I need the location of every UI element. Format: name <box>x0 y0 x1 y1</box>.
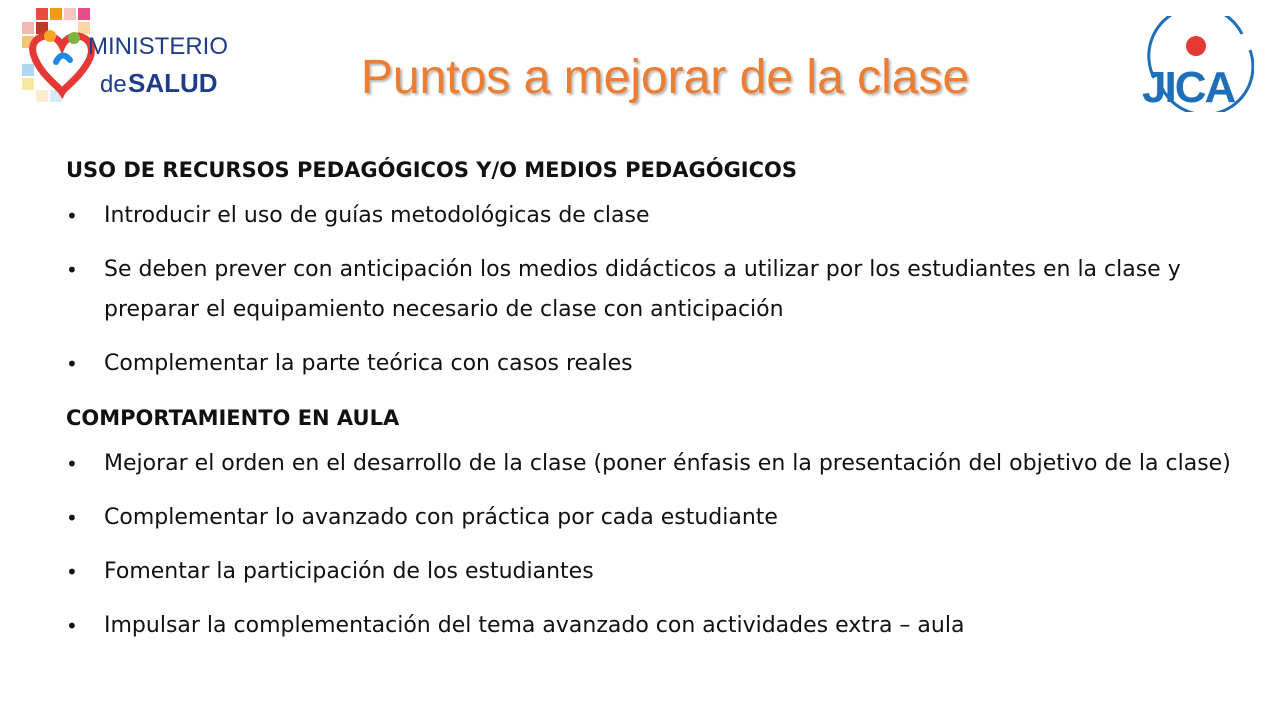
logo-text-ministerio: MINISTERIO <box>88 33 229 60</box>
list-item <box>66 196 1246 236</box>
list-item-text: Complementar lo avanzado con práctica por cada estudiante <box>104 505 778 530</box>
list-item <box>66 250 1246 330</box>
list-item-text: Fomentar la participación de los estudiantes <box>104 559 594 584</box>
list-item-text: Mejorar el orden en el desarrollo de la clase (poner énfasis en la presentación del objetivo de la clase) <box>104 451 1231 476</box>
ministerio-de-salud-logo <box>16 6 236 104</box>
bullet-icon: • <box>66 614 78 638</box>
section-heading-comportamiento: COMPORTAMIENTO EN AULA <box>66 406 400 430</box>
page-title: Puntos a mejorar de la clase <box>360 51 970 104</box>
bullet-icon: • <box>66 204 78 228</box>
bullet-icon: • <box>66 452 78 476</box>
bullet-icon: • <box>66 258 78 282</box>
bullet-icon: • <box>66 560 78 584</box>
list-item <box>66 444 1246 484</box>
recursos-list <box>66 196 1246 384</box>
logo-text-de: de <box>100 71 127 98</box>
list-item-text: Se deben prever con anticipación los medios didácticos a utilizar por los estudiantes en la clase y preparar el equipamiento necesario de clase con anticipación <box>104 257 1181 322</box>
slide-content <box>66 150 1246 660</box>
list-item <box>66 606 1246 646</box>
list-item-text: Impulsar la complementación del tema avanzado con actividades extra – aula <box>104 613 965 638</box>
section-heading-recursos: USO DE RECURSOS PEDAGÓGICOS Y/O MEDIOS PEDAGÓGICOS <box>66 158 798 182</box>
list-item <box>66 552 1246 592</box>
bullet-icon: • <box>66 506 78 530</box>
bullet-icon: • <box>66 352 78 376</box>
logo-text-salud: SALUD <box>128 68 218 98</box>
list-item <box>66 344 1246 384</box>
jica-logo-text: JICA <box>1142 63 1235 112</box>
list-item-text: Introducir el uso de guías metodológicas de clase <box>104 203 650 228</box>
list-item <box>66 498 1246 538</box>
list-item-text: Complementar la parte teórica con casos reales <box>104 351 633 376</box>
comportamiento-list <box>66 444 1246 646</box>
jica-logo <box>1138 16 1254 112</box>
